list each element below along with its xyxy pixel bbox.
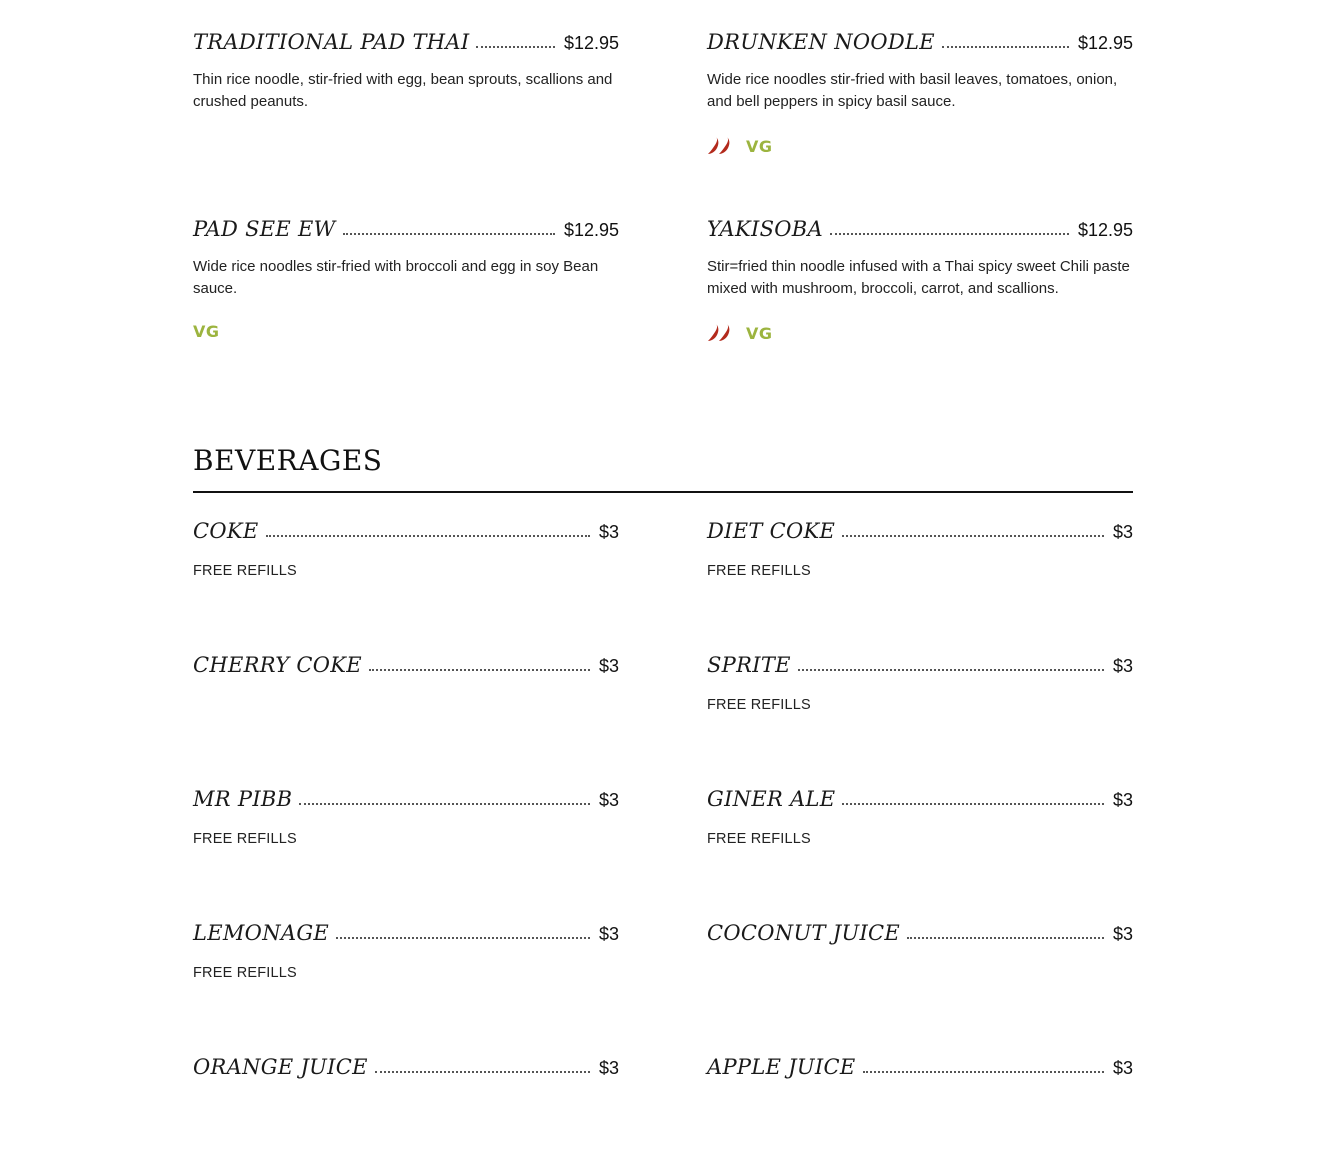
menu-item-header: [193, 627, 619, 677]
vegetarian-tag: VG: [746, 323, 773, 343]
dot-leader: [266, 535, 590, 537]
menu-item-description: Wide rice noodles stir-fried with basil leaves, tomatoes, onion, and bell peppers in spicy basil sauce.: [707, 71, 1118, 110]
menu-item-price: $3: [598, 790, 619, 810]
dot-leader: [369, 669, 590, 671]
menu-item-header: [707, 493, 1133, 543]
menu-item: [193, 0, 619, 187]
menu-item-name: GINER ALE: [707, 787, 836, 811]
menu-item-description: FREE REFILLS: [707, 697, 811, 713]
menu-item-header: [193, 761, 619, 811]
dot-leader: [476, 46, 554, 48]
dot-leader: [375, 1071, 590, 1073]
menu-item-header: [707, 895, 1133, 945]
menu-item-price: $3: [1112, 1058, 1133, 1078]
dot-leader: [336, 937, 590, 939]
menu-item-price: $12.95: [563, 33, 619, 53]
menu-item-header: [193, 895, 619, 945]
menu-item: [707, 187, 1133, 374]
menu-item: [707, 895, 1133, 1029]
menu-item-description: FREE REFILLS: [707, 563, 811, 579]
dot-leader: [942, 46, 1069, 48]
menu-item-header: [193, 493, 619, 543]
menu-item-name: MR PIBB: [193, 787, 293, 811]
menu-item-header: [193, 187, 619, 241]
chili-pepper-icon: [707, 322, 732, 344]
dot-leader: [863, 1071, 1104, 1073]
beverages-grid: [193, 493, 1133, 1163]
menu-item-price: $12.95: [563, 220, 619, 240]
menu-item-price: $3: [1112, 522, 1133, 542]
menu-item: [707, 1029, 1133, 1163]
menu-item: [707, 627, 1133, 761]
dot-leader: [842, 535, 1104, 537]
menu-item-name: APPLE JUICE: [707, 1055, 856, 1079]
dot-leader: [343, 233, 555, 235]
menu-page: [193, 0, 1133, 1163]
menu-item-header: [707, 1029, 1133, 1079]
dot-leader: [830, 233, 1069, 235]
menu-item-name: TRADITIONAL PAD THAI: [193, 30, 470, 54]
menu-item-price: $3: [598, 924, 619, 944]
menu-item-description: Thin rice noodle, stir-fried with egg, bean sprouts, scallions and crushed peanuts.: [193, 71, 613, 110]
menu-item: [193, 761, 619, 895]
menu-item-description: FREE REFILLS: [193, 831, 297, 847]
menu-item-price: $12.95: [1077, 33, 1133, 53]
noodles-grid: [193, 0, 1133, 374]
dot-leader: [798, 669, 1104, 671]
menu-item-price: $3: [1112, 790, 1133, 810]
menu-item-name: PAD SEE EW: [193, 217, 336, 241]
menu-item-name: DRUNKEN NOODLE: [707, 30, 935, 54]
dietary-tags: [707, 322, 1133, 344]
menu-item-price: $3: [598, 522, 619, 542]
menu-item-header: [707, 761, 1133, 811]
dot-leader: [299, 803, 590, 805]
menu-item-description: Wide rice noodles stir-fried with broccoli and egg in soy Bean sauce.: [193, 258, 599, 297]
menu-item-header: [193, 1029, 619, 1079]
dot-leader: [842, 803, 1104, 805]
menu-item: [193, 895, 619, 1029]
menu-item-description: FREE REFILLS: [193, 563, 297, 579]
dietary-tags: [707, 135, 1133, 157]
menu-item-name: CHERRY COKE: [193, 653, 362, 677]
vegetarian-tag: VG: [746, 136, 773, 156]
menu-item-header: [193, 0, 619, 54]
menu-item-header: [707, 187, 1133, 241]
menu-item: [707, 493, 1133, 627]
menu-item: [193, 187, 619, 374]
dot-leader: [907, 937, 1104, 939]
chili-pepper-icon: [707, 135, 732, 157]
menu-item: [193, 1029, 619, 1163]
beverages-section-header: [193, 444, 1133, 493]
menu-item-price: $3: [598, 1058, 619, 1078]
menu-item-price: $12.95: [1077, 220, 1133, 240]
menu-item-price: $3: [598, 656, 619, 676]
section-title: BEVERAGES: [193, 444, 383, 477]
menu-item-header: [707, 627, 1133, 677]
menu-item-description: FREE REFILLS: [193, 965, 297, 981]
menu-item-description: FREE REFILLS: [707, 831, 811, 847]
menu-item-name: LEMONAGE: [193, 921, 330, 945]
menu-item-name: YAKISOBA: [707, 217, 823, 241]
vegetarian-tag: VG: [193, 322, 220, 341]
menu-item: [193, 627, 619, 761]
menu-item-header: [707, 0, 1133, 54]
menu-item: [193, 493, 619, 627]
menu-item-name: COKE: [193, 519, 259, 543]
menu-item-name: COCONUT JUICE: [707, 921, 901, 945]
menu-item-name: DIET COKE: [707, 519, 836, 543]
menu-item-price: $3: [1112, 656, 1133, 676]
menu-item-description: Stir=fried thin noodle infused with a Thai spicy sweet Chili paste mixed with mushroom, broccoli, carrot, and scallions.: [707, 258, 1130, 297]
menu-item-name: ORANGE JUICE: [193, 1055, 368, 1079]
menu-item: [707, 761, 1133, 895]
menu-item-name: SPRITE: [707, 653, 791, 677]
menu-item: [707, 0, 1133, 187]
menu-item-price: $3: [1112, 924, 1133, 944]
dietary-tags: [193, 322, 619, 341]
